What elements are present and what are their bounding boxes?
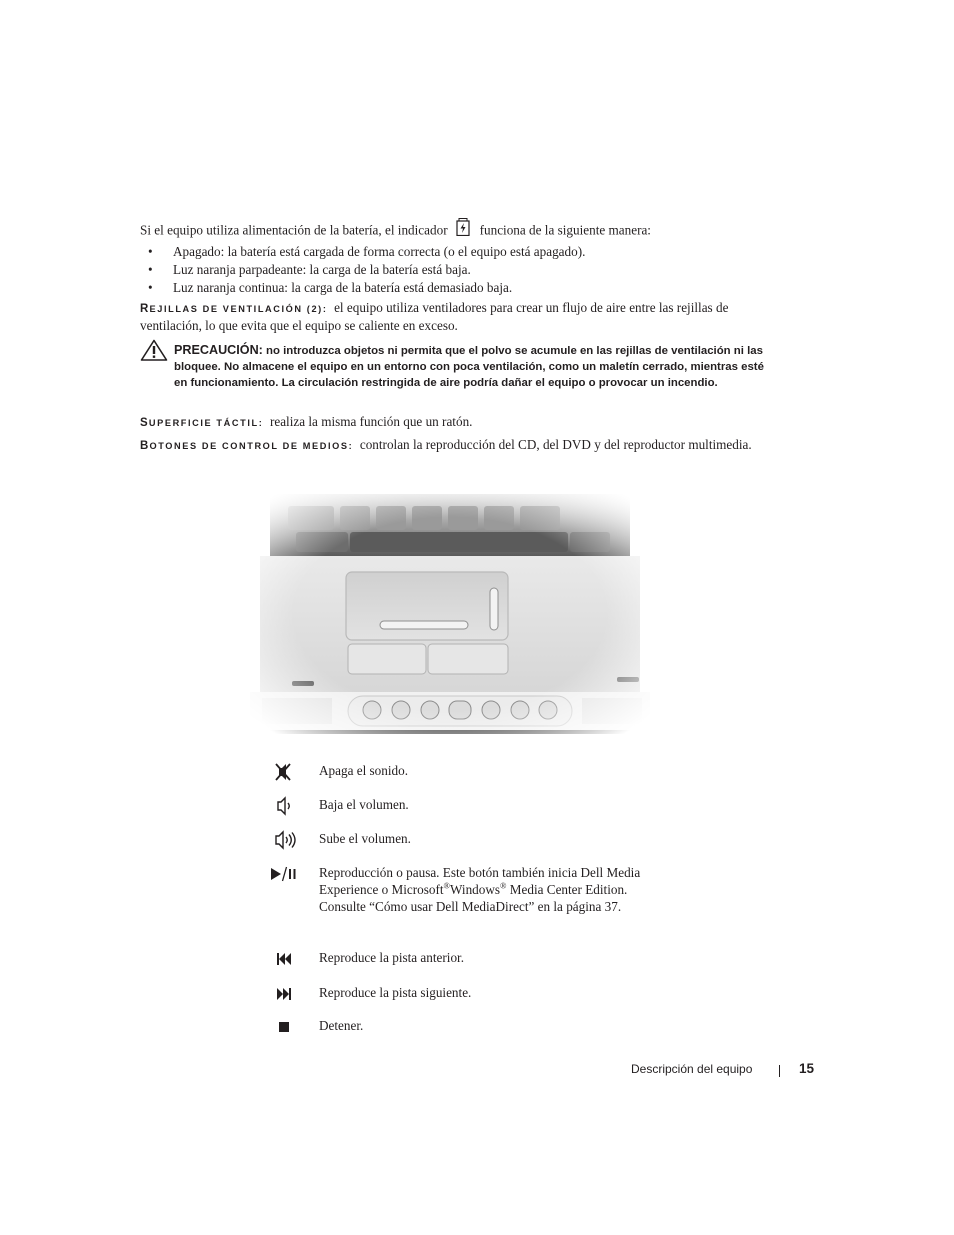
touchpad-text: realiza la misma función que un ratón. [269,414,473,429]
media-item-text: Reproduce la pista anterior. [319,950,465,965]
media-item-text: Apaga el sonido. [319,763,408,778]
list-item-text: Luz naranja parpadeante: la carga de la batería está baja. [173,262,471,277]
next-track-icon [268,984,302,1004]
media-buttons-description [140,437,760,455]
list-item [140,243,585,261]
warning-icon [140,339,168,366]
bullet: • [148,244,153,259]
vents-label-cap: R [140,303,150,315]
media-item-text [319,864,649,915]
page-footer [560,1062,820,1082]
list-item-text: Luz naranja continua: la carga de la batería está demasiado baja. [173,280,513,295]
registered-mark: ® [500,880,507,891]
play-pause-text-b: Windows [449,882,501,897]
battery-intro-before: Si el equipo utiliza alimentación de la batería, el indicador [140,222,448,238]
registered-mark: ® [443,880,450,891]
vents-text: el equipo utiliza ventiladores para crear un flujo de aire entre las rejillas de ventilación, lo que evita que el equipo se caliente en exceso. [140,300,729,333]
touchpad-label-cap: S [140,417,149,429]
play-pause-text-a: Reproducción o pausa. Este botón también inicia Dell Media Experience o Microsoft [319,865,641,897]
media-buttons-label-cap: B [140,440,150,452]
media-item-text: Baja el volumen. [319,797,409,812]
volume-down-icon [268,796,302,816]
vents-label [140,304,327,314]
play-pause-icon [268,864,302,884]
volume-up-icon [268,830,302,850]
list-item [140,261,585,279]
bullet: • [148,262,153,277]
touchpad-label [140,418,263,428]
vents-label-rest: EJILLAS DE VENTILACIÓN (2): [149,304,328,314]
bullet: • [148,280,153,295]
battery-icon [456,218,470,241]
play-pause-text-c: Media Center Edition. Consulte “Cómo usar Dell MediaDirect” en la página 37. [319,882,628,914]
stop-icon [268,1017,302,1037]
caution-text [174,342,764,392]
media-buttons-text: controlan la reproducción del CD, del DVD y del reproductor multimedia. [359,437,752,452]
battery-intro-after: funciona de la siguiente manera: [479,222,651,238]
previous-track-icon [268,949,302,969]
touchpad-label-rest: UPERFICIE TÁCTIL: [148,418,264,428]
mute-icon [268,762,302,782]
caution-title: PRECAUCIÓN: [174,343,263,357]
footer-section-title: Descripción del equipo [631,1062,753,1076]
vents-description [140,300,760,334]
media-item-text: Reproduce la pista siguiente. [319,985,472,1000]
media-buttons-label-rest: OTONES DE CONTROL DE MEDIOS: [149,441,354,451]
media-item-text: Sube el volumen. [319,831,411,846]
media-buttons-label [140,441,353,451]
laptop-palmrest-photo [240,484,660,744]
list-item-text: Apagado: la batería está cargada de forma correcta (o el equipo está apagado). [173,244,586,259]
battery-state-list [140,243,585,297]
touchpad-description [140,414,760,432]
page-number: 15 [799,1061,815,1076]
caution-body: no introduzca objetos ni permita que el polvo se acumule en las rejillas de ventilación ni las bloquee. No almacene el equipo en un entorno con poca ventilación, como un maletín cerrado, mientras esté en funcionamiento. La circulación restringida de aire podría dañar el equipo o provocar un incendio. [174,345,764,390]
footer-divider [779,1065,780,1077]
list-item [140,279,585,297]
media-item-text: Detener. [319,1018,364,1033]
battery-intro [140,220,760,243]
